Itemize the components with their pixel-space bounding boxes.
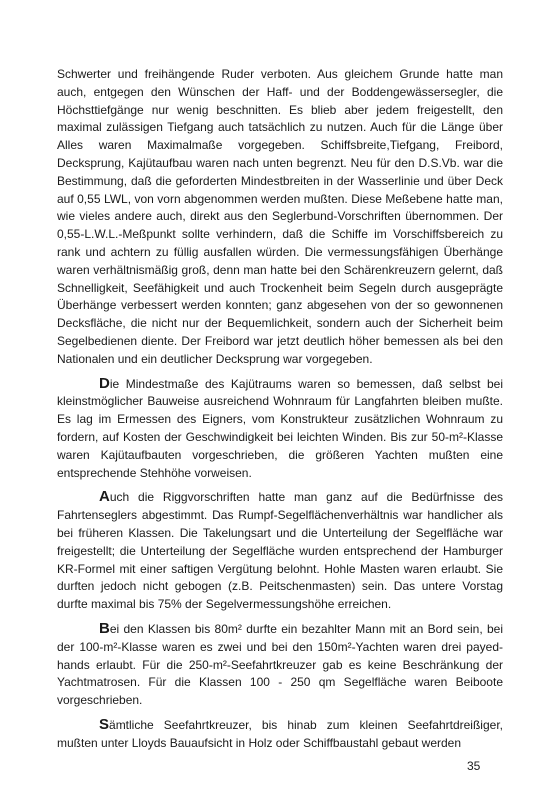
- paragraph-2: Die Mindestmaße des Kajütraums waren so bemessen, daß selbst bei kleinstmöglicher Bauweise ausreichend Wohnraum für Langfahrten bleiben mußte. Es lag im Ermessen des Eigners, vom Konstrukteur zusätzlichen Wohnraum zu fordern, auf Kosten der Geschwindigkeit bei leichten Winden. Bis zur 50-m²-Klasse waren Kajütaufbauten vorgeschrieben, die größeren Yachten mußten eine entsprechende Stehhöhe vorweisen.: [57, 374, 503, 480]
- paragraph-4: Bei den Klassen bis 80m² durfte ein bezahlter Mann mit an Bord sein, bei der 100-m²-Klasse waren es zwei und bei den 150m²-Yachten waren drei payed-hands erlaubt. Für die 250-m²-Seefahrtkreuzer gab es keine Beschränkung der Yachtmatrosen. Für die Klassen 100 - 250 qm Segelfläche waren Beiboote vorgeschrieben.: [57, 619, 503, 708]
- body-text: [57, 66, 503, 752]
- page-number: 35: [467, 759, 481, 773]
- paragraph-5: Sämtliche Seefahrtkreuzer, bis hinab zum kleinen Seefahrtdreißiger, mußten unter Lloyds Bauaufsicht in Holz oder Schiffbaustahl gebaut werden: [57, 715, 503, 750]
- paragraph-3: Auch die Riggvorschriften hatte man ganz auf die Bedürfnisse des Fahrtenseglers abgestimmt. Das Rumpf-Segelflächenverhältnis war handlicher als bei früheren Klassen. Die Takelungsart und die Unterteilung der Segelfläche war freigestellt; die Unterteilung der Segelfläche wurden entsprechend der Hamburger KR-Formel mit einer saftigen Vergütung belohnt. Hohle Masten waren erlaubt. Sie durften jedoch nicht gebogen (z.B. Peitschenmasten) sein. Das untere Vorstag durfte maximal bis 75% der Segelvermessungshöhe erreichen.: [57, 488, 503, 612]
- paragraph-1: Schwerter und freihängende Ruder verboten. Aus gleichem Grunde hatte man auch, entgegen den Wünschen der Haff- und der Boddengewässersegler, die Höchsttiefgänge nur wenig beschnitten. Es blieb aber jedem freigestellt, den maximal zulässigen Tiefgang auch tatsächlich zu nutzen. Auch für die Länge über Alles waren Maximalmaße vorgegeben. Schiffsbreite,Tiefgang, Freibord, Decksprung, Kajütaufbau waren nach unten begrenzt. Neu für den D.S.Vb. war die Bestimmung, daß die geforderten Mindestbreiten in der Wasserlinie und über Deck auf 0,55 LWL, von vorn abgenommen werden mußten. Diese Meßebene hatte man, wie vieles andere auch, direkt aus den Seglerbund-Vorschriften übernommen. Der 0,55-L.W.L.-Meßpunkt sollte verhindern, daß die Schiffe im Vorschiffsbereich zu rank und achtern zu füllig ausfallen würden. Die vermessungsfähigen Überhänge waren verhältnismäßig groß, denn man hatte bei den Schärenkreuzern gelernt, daß Schnelligkeit, Seefähigkeit und auch Trockenheit beim Segeln durch ausgeprägte Überhänge verbessert werden konnten; ganz abgesehen von der so gewonnenen Decksfläche, die nicht nur der Bequemlichkeit, sondern auch der Sicherheit beim Segelbedienen diente. Der Freibord war jetzt deutlich höher bemessen als bei den Nationalen und ein deutlicher Decksprung war vorgegeben.: [57, 67, 503, 366]
